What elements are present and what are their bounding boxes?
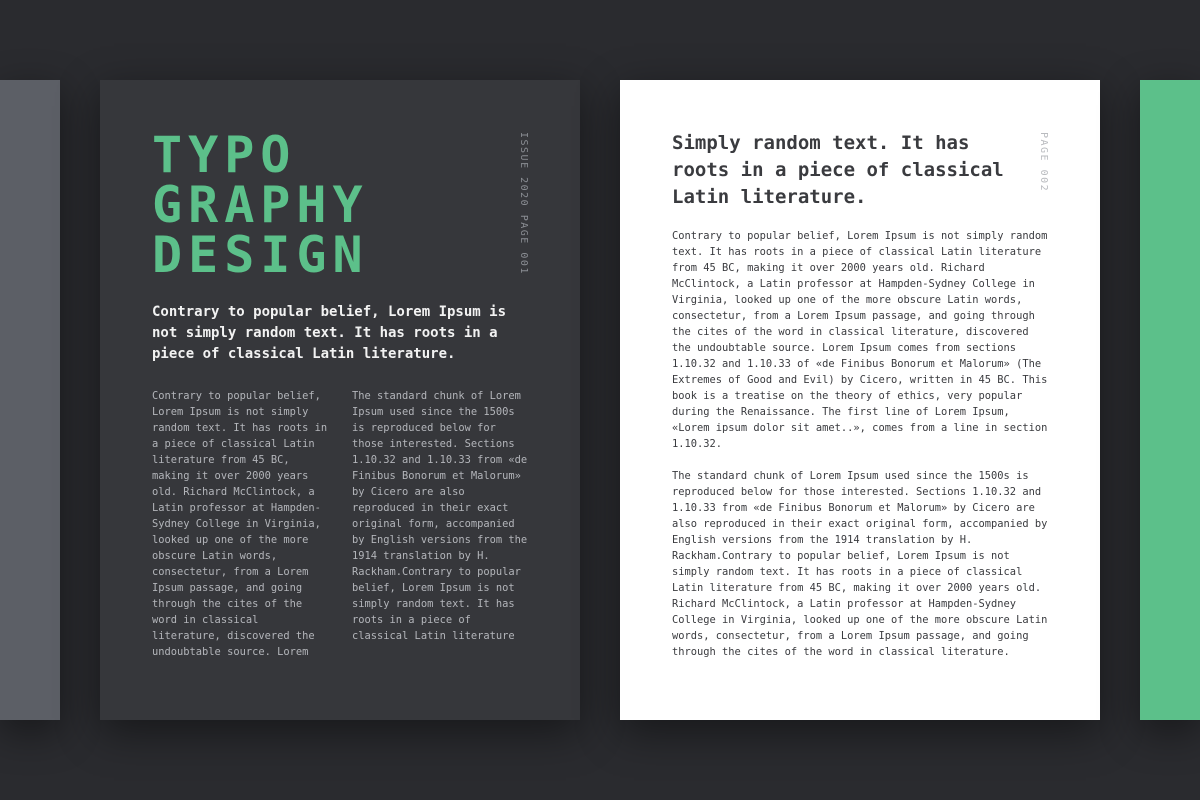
light-headline: Simply random text. It has roots in a piece of classical Latin literature. (672, 132, 1004, 208)
hero-line-3: DESIGN (152, 226, 369, 284)
left-page-sliver (0, 80, 60, 720)
body-column-1: Contrary to popular belief, Lorem Ipsum is not simply random text. It has roots in a piece of classical Latin literature from 45 BC, making it over 2000 years old. Richard McClintock, a Latin professor at Hampden-Sydney College in Virginia, looked up one of the more obscure Latin words, consectetur, from a Lorem Ipsum passage, and going through the cites of the word in classical literature, discovered the undoubtable source. Lorem (152, 390, 328, 658)
hero-title (152, 126, 369, 284)
light-page (620, 80, 1100, 720)
body-column-2: The standard chunk of Lorem Ipsum used since the 1500s is reproduced below for those interested. Sections 1.10.32 and 1.10.33 from «de Finibus Bonorum et Malorum» by Cicero are also reproduced in their exact original form, accompanied by English versions from the 1914 translation by H. Rackham.Contrary to popular belief, Lorem Ipsum is not simply random text. It has roots in a piece of classical Latin literature (352, 390, 528, 642)
body-paragraph-1: Contrary to popular belief, Lorem Ipsum is not simply random text. It has roots in a piece of classical Latin literature from 45 BC, making it over 2000 years old. Richard McClintock, a Latin professor at Hampden-Sydney College in Virginia, looked up one of the more obscure Latin words, consectetur, from a Lorem Ipsum passage, and going through the cites of the word in classical literature, discovered the undoubtable source. Lorem Ipsum comes from sections 1.10.32 and 1.10.33 of «de Finibus Bonorum et Malorum» (The Extremes of Good and Evil) by Cicero, written in 45 BC. This book is a treatise on the theory of ethics, very popular during the Renaissance. The first line of Lorem Ipsum, «Lorem ipsum dolor sit amet..», comes from a line in section 1.10.32. (672, 230, 1048, 450)
dark-page (100, 80, 580, 720)
hero-line-2: GRAPHY (152, 176, 369, 234)
body-paragraph-2: The standard chunk of Lorem Ipsum used since the 1500s is reproduced below for those interested. Sections 1.10.32 and 1.10.33 from «de Finibus Bonorum et Malorum» by Cicero are also reproduced in their exact original form, accompanied by English versions from the 1914 translation by H. Rackham.Contrary to popular belief, Lorem Ipsum is not simply random text. It has roots in a piece of classical Latin literature from 45 BC, making it over 2000 years old. Richard McClintock, a Latin professor at Hampden-Sydney College in Virginia, looked up one of the more obscure Latin words, consectetur, from a Lorem Ipsum passage, and going through the cites of the word in classical literature. (672, 470, 1048, 658)
issue-page-label: ISSUE 2020 PAGE 001 (518, 132, 529, 275)
right-page-sliver (1140, 80, 1200, 720)
lead-paragraph: Contrary to popular belief, Lorem Ipsum is not simply random text. It has roots in a piece of classical Latin literature. (152, 304, 507, 362)
page-number-label: PAGE 002 (1038, 132, 1049, 193)
hero-line-1: TYPO (152, 126, 297, 184)
